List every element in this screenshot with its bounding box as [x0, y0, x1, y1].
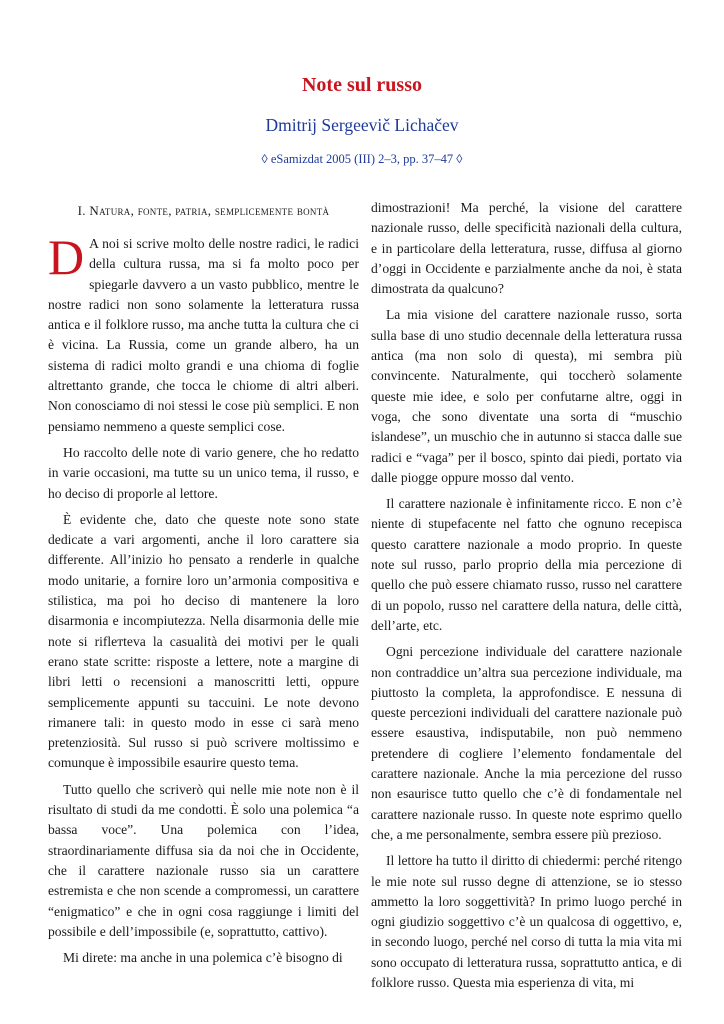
left-column: [48, 198, 359, 974]
source-text[interactable]: eSamizdat 2005 (III) 2–3, pp. 37–47: [270, 152, 454, 166]
article-title: Note sul russo: [301, 74, 422, 96]
paragraph: Il carattere nazionale è infinitamente ricco. E non c’è niente di stupefacente nel fatto che ognuno recepisca questo carattere nazionale a modo proprio. In queste note sul russo, parlo proprio della mia percezione di quello che può essere chiamato russo, russo nel carattere di un popolo, russo nel carattere della natura, delle città, dell’arte, etc.: [371, 496, 682, 633]
paragraph-text: A noi si scrive molto delle nostre radici, le radici della cultura russa, ma si fa molto poco per spiegarle davvero a un vasto pubblico, mentre le nostre radici non sono solamente la letteratura russa antica e il folklore russo, ma anche tutta la cultura che ci è vicina. La Russia, come un grande albero, ha un sistema di radici molto grandi e una chioma di foglie altrettanto grande, che tocca le chiome di altri alberi. Non conosciamo di noi stessi le cose più semplici. E non pensiamo nemmeno a queste semplici cose.: [48, 236, 359, 434]
paragraph: Ogni percezione individuale del carattere nazionale non contraddice un’altra sua percezione individuale, ma piuttosto la completa, la approfondisce. E nessuna di queste percezioni individuali del carattere nazionale può essere esaustiva, indisputabile, non può nemmeno pretendere di cogliere l’elemento fondamentale del carattere nazionale. Anche la mia percezione del russo non esaurisce tutto quello che c’è di fondamentale nel carattere nazionale russo. In queste note esprimo quello che, a me personalmente, sembra essere più prezioso.: [371, 644, 682, 842]
paragraph: La mia visione del carattere nazionale russo, sorta sulla base di uno studio decennale della letteratura russa antica (ma non solo di questa), mi sembra più convincente. Naturalmente, qui toccherò solamente queste mie idee, e solo per confutarne altre, oggi in voga, che sono diventate una sorta di “muschio islandese”, un muschio che in autunno si stacca dalle sue radici e “vaga” per il bosco, spinto dai piedi, portato via dalle piogge oppure mosso dal vento.: [371, 307, 682, 485]
paragraph: È evidente che, dato che queste note sono state dedicate a vari argomenti, anche il loro carattere sia differente. All’inizio ho pensato a renderle in qualche modo unitarie, a fornire loro un’armonia compositiva e stilistica, ma poi ho deciso di mantenere la loro disarmonia e incompiutezza. Nella disarmonia delle mie note si riflетteva la casualità dei motivi per le quali erano state scritte: risposte a lettere, note a margine di libri letti o recensioni a manoscritti letti, oppure semplicemente appunti su taccuini. Le note devono rimanere tali: in questo modo in esse ci sarà meno pretenziosità. Sul russo si può scrivere moltissimo e comunque è impossibile esaurire questo tema.: [48, 511, 359, 771]
dropcap: D: [48, 229, 85, 285]
paragraph: Il lettore ha tutto il diritto di chiedermi: perché ritengo le mie note sul russo degne di attenzione, se io stesso ammetto la loro soggettività? In primo luogo perché in ogni giudizio soggettivo c’è un qualcosa di oggettivo, e, in secondo luogo, perché nel corso di tutta la mia vita mi sono occupato di letteratura russa, soprattutto antica, e di folklore russo. Questa mia esperienza di vita, mi: [371, 853, 682, 990]
paragraph: Ho raccolto delle note di vario genere, che ho redatto in varie occasioni, ma tutte su un unico tema, il russo, e ho deciso di proporle al lettore.: [48, 444, 359, 501]
author-name: Dmitrij Sergeevič Lichačev: [265, 115, 459, 135]
paragraph: Tutto quello che scriverò qui nelle mie note non è il risultato di studi da me condotti. È solo una polemica “a bassa voce”. Una polemica con l’idea, straordinariamente diffusa sia da noi che in Occidente, che il carattere nazionale russo sia un carattere estremista e che non scende a compromessi, un carattere “enigmatico” e che in ogni cosa raggiunge i limiti del possibile e dell’impossibile (e, soprattutto, cattivo).: [48, 781, 359, 939]
diamond-icon: ◊: [261, 152, 268, 166]
section-heading: I. Natura, fonte, patria, semplicemente bontà: [77, 203, 330, 218]
diamond-icon: ◊: [456, 152, 463, 166]
paragraph: Mi direte: ma anche in una polemica c’è bisogno di: [63, 950, 343, 966]
right-column: [371, 198, 682, 999]
source-citation[interactable]: [0, 152, 724, 167]
paragraph: dimostrazioni! Ma perché, la visione del carattere nazionale russo, delle specificità nazionali della cultura, e in particolare della letteratura, russe, diffusa al giorno d’oggi in Occidente e parzialmente anche da noi, è stata dimostrata da qualcuno?: [371, 200, 682, 297]
paragraph: [48, 229, 359, 437]
